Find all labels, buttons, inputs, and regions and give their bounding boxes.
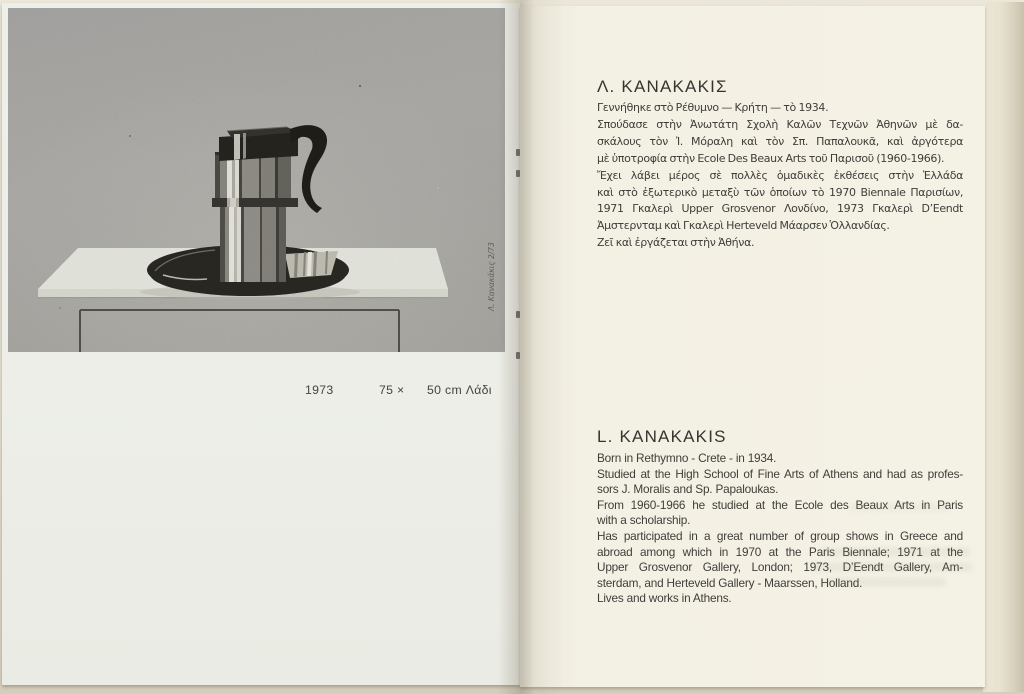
staple	[516, 149, 520, 156]
paragraph	[597, 591, 963, 607]
caption-dimensions: 75 ×	[379, 383, 405, 397]
text-line: Has participated in a great number of group shows in Greece and	[597, 528, 963, 543]
text-line: 1971 Γκαλερὶ Upper Grosvenor Λονδίνο, 1973 Γκαλερὶ D’Eendt	[597, 202, 963, 216]
staple	[516, 352, 520, 359]
paragraph	[597, 451, 963, 467]
paragraph	[597, 467, 963, 498]
english-heading: L. KANAKAKIS	[597, 427, 727, 446]
text-line: Born in Rethymno - Crete - in 1934.	[597, 451, 777, 465]
caption-year: 1973	[305, 383, 334, 397]
paragraph	[597, 235, 963, 252]
page-edge-strip	[983, 2, 1024, 692]
text-line: Ζεῖ καὶ ἐργάζεται στὴν Ἀθήνα.	[597, 236, 755, 250]
text-line: sterdam, and Herteveld Gallery - Maarssen, Holland.	[597, 575, 863, 590]
show-through	[820, 548, 970, 556]
show-through	[825, 578, 945, 586]
text-line: abroad among which in 1970 at the Paris Biennale; 1971 at the	[597, 544, 963, 559]
right-page	[520, 6, 985, 687]
artist-signature: Λ. Κανακάκις 2/73	[487, 242, 496, 311]
caption-size-medium: 50 cm Λάδι	[427, 383, 492, 397]
show-through	[810, 563, 972, 571]
text-line: Ἀμστερνταμ καὶ Γκαλερὶ Herteveld Μάαρσεν Ὁλλανδίας.	[597, 219, 890, 233]
text-line: σκάλους τὸν Ἰ. Μόραλη καὶ τὸν Σπ. Παπαλουκᾶ, καὶ ἀργότερα	[597, 134, 963, 148]
show-through	[850, 504, 950, 511]
text-line: Lives and works in Athens.	[597, 591, 732, 606]
paragraph	[597, 168, 963, 236]
text-line: Ἔχει λάβει μέρος σὲ πολλὲς ὁμαδικὲς ἐκθέσεις στὴν Ἑλλάδα	[597, 168, 963, 182]
photo-grain	[8, 8, 505, 352]
text-line: μὲ ὑποτροφία στὴν Ecole Des Beaux Arts τοῦ Παρισοῦ (1960-1966).	[597, 151, 945, 165]
paragraph	[597, 498, 963, 529]
greek-heading: Λ. ΚΑΝΑΚΑΚΙΣ	[597, 77, 728, 96]
paragraph	[597, 100, 963, 117]
text-line: Σπούδασε στὴν Ἀνωτάτη Σχολὴ Καλῶν Τεχνῶν Ἀθηνῶν μὲ δα-	[597, 117, 963, 131]
greek-text-block	[597, 100, 963, 252]
staple	[516, 311, 520, 318]
text-line: From 1960-1966 he studied at the Ecole des Beaux Arts in Paris	[597, 497, 963, 512]
text-line: Upper Grosvenor Gallery, London; 1973, D’Eendt Gallery, Am-	[597, 560, 963, 575]
text-line: Γεννήθηκε στὸ Ρέθυμνο — Κρήτη — τὸ 1934.	[597, 101, 829, 114]
staple	[516, 170, 520, 177]
artwork-svg	[8, 8, 505, 352]
text-line: with a scholarship.	[597, 513, 691, 528]
text-line: καὶ στὸ ἐξωτερικὸ μεταξὺ τῶν ὁποίων τὸ 1970 Biennale Παρισίων,	[597, 185, 963, 199]
paragraph	[597, 117, 963, 168]
text-line: Studied at the High School of Fine Arts of Athens and had as profes-	[597, 466, 963, 481]
left-page	[2, 3, 520, 685]
text-line: sors J. Moralis and Sp. Papaloukas.	[597, 482, 779, 497]
artwork-photo	[8, 8, 505, 352]
